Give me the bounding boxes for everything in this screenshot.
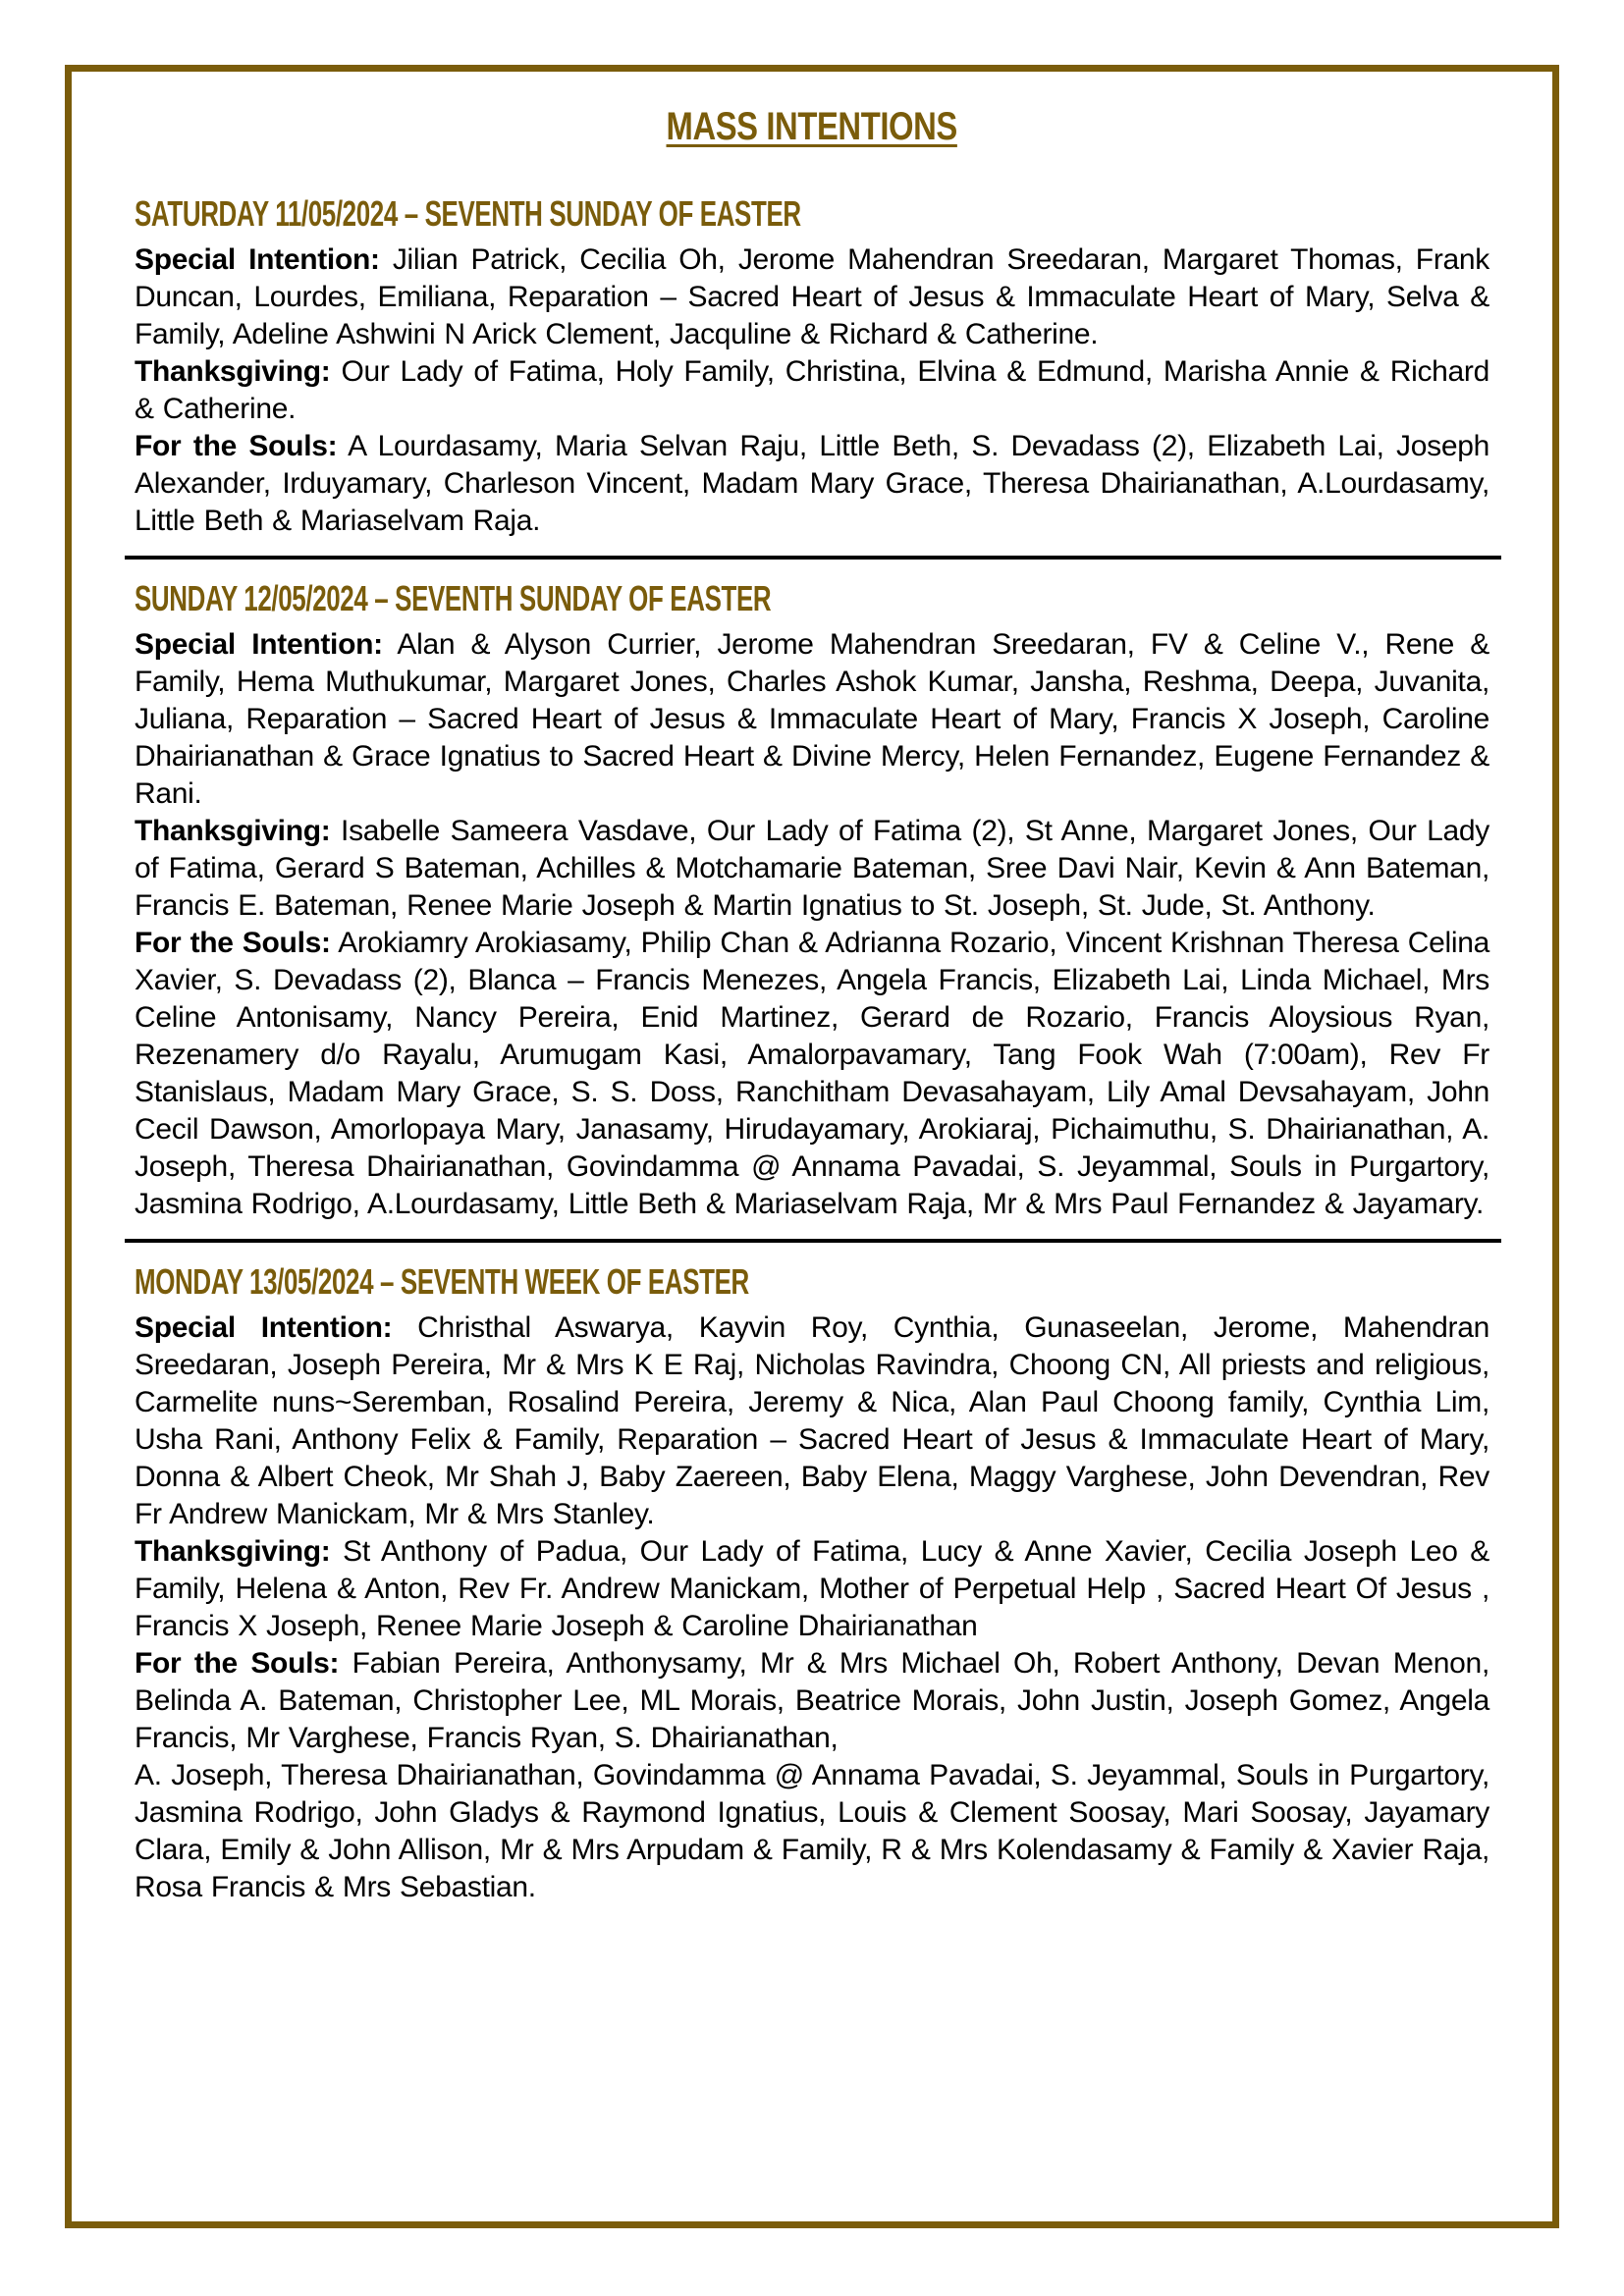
section-monday-heading: MONDAY 13/05/2024 – SEVENTH WEEK OF EASTER — [135, 1261, 749, 1302]
section-monday-heading-row — [135, 1260, 1489, 1304]
page-title-row — [135, 104, 1489, 149]
thanksgiving-label: Thanksgiving: — [135, 355, 331, 388]
monday-for-the-souls-continued-paragraph — [135, 1757, 1489, 1906]
section-sunday — [135, 577, 1489, 1223]
for-the-souls-text: Fabian Pereira, Anthonysamy, Mr & Mrs Michael Oh, Robert Anthony, Devan Menon, Belinda A. Bateman, Christopher Lee, ML Morais, Beatrice Morais, John Justin, Joseph Gomez, Angela Francis, Mr Varghese, Francis Ryan, S. Dhairianathan, — [135, 1647, 1489, 1754]
special-intention-label: Special Intention: — [135, 1311, 393, 1344]
for-the-souls-label: For the Souls: — [135, 927, 331, 959]
sunday-thanksgiving-paragraph — [135, 813, 1489, 925]
section-sunday-heading-row — [135, 577, 1489, 620]
section-divider — [125, 1239, 1501, 1243]
for-the-souls-text: A Lourdasamy, Maria Selvan Raju, Little Beth, S. Devadass (2), Elizabeth Lai, Joseph Alexander, Irduyamary, Charleson Vincent, Madam Mary Grace, Theresa Dhairianathan, A.Lourdasamy, Little Beth & Mariaselvam Raja. — [135, 430, 1489, 537]
section-divider — [125, 556, 1501, 560]
monday-special-intention-paragraph — [135, 1309, 1489, 1533]
for-the-souls-label: For the Souls: — [135, 1647, 340, 1680]
page-content — [135, 73, 1489, 1906]
thanksgiving-text: St Anthony of Padua, Our Lady of Fatima, Lucy & Anne Xavier, Cecilia Joseph Leo & Family, Helena & Anton, Rev Fr. Andrew Manickam, Mother of Perpetual Help , Sacred Heart Of Jesus , Francis X Joseph, Renee Marie Joseph & Caroline Dhairianathan — [135, 1535, 1489, 1642]
sunday-for-the-souls-paragraph — [135, 925, 1489, 1223]
special-intention-text: Jilian Patrick, Cecilia Oh, Jerome Mahendran Sreedaran, Margaret Thomas, Frank Duncan, Lourdes, Emiliana, Reparation – Sacred Heart of Jesus & Immaculate Heart of Mary, Selva & Family, Adeline Ashwini N Arick Clement, Jacquline & Richard & Catherine. — [135, 243, 1489, 350]
saturday-thanksgiving-paragraph — [135, 353, 1489, 428]
saturday-special-intention-paragraph — [135, 241, 1489, 353]
monday-thanksgiving-paragraph — [135, 1533, 1489, 1645]
special-intention-text: Christhal Aswarya, Kayvin Roy, Cynthia, Gunaseelan, Jerome, Mahendran Sreedaran, Joseph Pereira, Mr & Mrs K E Raj, Nicholas Ravindra, Choong CN, All priests and religious, Carmelite nuns~Seremban, Rosalind Pereira, Jeremy & Nica, Alan Paul Choong family, Cynthia Lim, Usha Rani, Anthony Felix & Family, Reparation – Sacred Heart of Jesus & Immaculate Heart of Mary, Donna & Albert Cheok, Mr Shah J, Baby Zaereen, Baby Elena, Maggy Varghese, John Devendran, Rev Fr Andrew Manickam, Mr & Mrs Stanley. — [135, 1311, 1489, 1530]
section-saturday-heading: SATURDAY 11/05/2024 – SEVENTH SUNDAY OF EASTER — [135, 193, 801, 234]
special-intention-label: Special Intention: — [135, 628, 383, 661]
section-monday — [135, 1260, 1489, 1906]
thanksgiving-text: Isabelle Sameera Vasdave, Our Lady of Fatima (2), St Anne, Margaret Jones, Our Lady of Fatima, Gerard S Bateman, Achilles & Motchamarie Bateman, Sree Davi Nair, Kevin & Ann Bateman, Francis E. Bateman, Renee Marie Joseph & Martin Ignatius to St. Joseph, St. Jude, St. Anthony. — [135, 815, 1489, 922]
page-title: MASS INTENTIONS — [666, 105, 958, 148]
for-the-souls-label: For the Souls: — [135, 430, 338, 462]
for-the-souls-text: Arokiamry Arokiasamy, Philip Chan & Adrianna Rozario, Vincent Krishnan Theresa Celina Xavier, S. Devadass (2), Blanca – Francis Menezes, Angela Francis, Elizabeth Lai, Linda Michael, Mrs Celine Antonisamy, Nancy Pereira, Enid Martinez, Gerard de Rozario, Francis Aloysious Ryan, Rezenamery d/o Rayalu, Arumugam Kasi, Amalorpavamary, Tang Fook Wah (7:00am), Rev Fr Stanislaus, Madam Mary Grace, S. S. Doss, Ranchitham Devasahayam, Lily Amal Devsahayam, John Cecil Dawson, Amorlopaya Mary, Janasamy, Hirudayamary, Arokiaraj, Pichaimuthu, S. Dhairianathan, A. Joseph, Theresa Dhairianathan, Govindamma @ Annama Pavadai, S. Jeyammal, Souls in Purgartory, Jasmina Rodrigo, A.Lourdasamy, Little Beth & Mariaselvam Raja, Mr & Mrs Paul Fernandez & Jayamary. — [135, 927, 1490, 1220]
section-saturday-heading-row — [135, 192, 1489, 236]
special-intention-text: Alan & Alyson Currier, Jerome Mahendran Sreedaran, FV & Celine V., Rene & Family, Hema Muthukumar, Margaret Jones, Charles Ashok Kumar, Jansha, Reshma, Deepa, Juvanita, Juliana, Reparation – Sacred Heart of Jesus & Immaculate Heart of Mary, Francis X Joseph, Caroline Dhairianathan & Grace Ignatius to Sacred Heart & Divine Mercy, Helen Fernandez, Eugene Fernandez & Rani. — [135, 628, 1490, 810]
thanksgiving-label: Thanksgiving: — [135, 815, 331, 847]
special-intention-label: Special Intention: — [135, 243, 380, 276]
monday-for-the-souls-paragraph — [135, 1645, 1489, 1757]
sunday-special-intention-paragraph — [135, 626, 1489, 813]
thanksgiving-label: Thanksgiving: — [135, 1535, 331, 1568]
saturday-for-the-souls-paragraph — [135, 428, 1489, 540]
section-saturday — [135, 192, 1489, 540]
thanksgiving-text: Our Lady of Fatima, Holy Family, Christina, Elvina & Edmund, Marisha Annie & Richard & Catherine. — [135, 355, 1489, 425]
section-sunday-heading: SUNDAY 12/05/2024 – SEVENTH SUNDAY OF EASTER — [135, 578, 772, 618]
for-the-souls-continued-text: A. Joseph, Theresa Dhairianathan, Govindamma @ Annama Pavadai, S. Jeyammal, Souls in Purgartory, Jasmina Rodrigo, John Gladys & Raymond Ignatius, Louis & Clement Soosay, Mari Soosay, Jayamary Clara, Emily & John Allison, Mr & Mrs Arpudam & Family, R & Mrs Kolendasamy & Family & Xavier Raja, Rosa Francis & Mrs Sebastian. — [135, 1759, 1489, 1903]
